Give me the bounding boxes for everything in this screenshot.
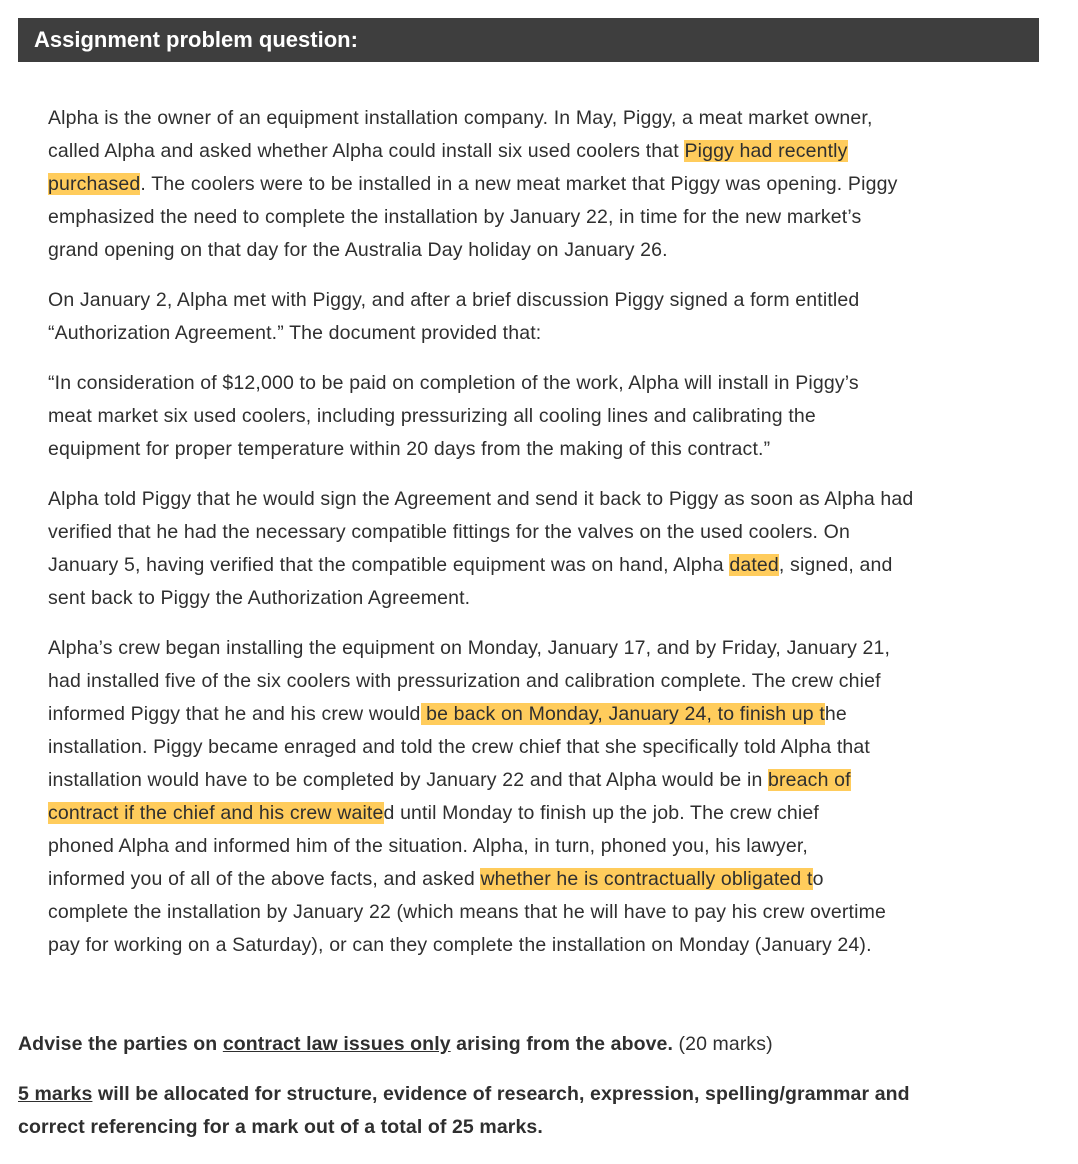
advise-text-end: arising from the above. [450, 1033, 674, 1055]
paragraph-3-quote [48, 367, 1038, 466]
problem-body [48, 102, 1038, 979]
p1-line-2: called Alpha and asked whether Alpha could install six used coolers that [48, 140, 685, 162]
advise-text-start: Advise the parties on [18, 1033, 223, 1055]
p2-line-2: “Authorization Agreement.” The document provided that: [48, 322, 542, 344]
instructions [18, 1028, 1048, 1161]
highlight-recently-purchased: Piggy had recently [684, 140, 848, 162]
p4-line-4: sent back to Piggy the Authorization Agreement. [48, 587, 471, 609]
p3-line-1: “In consideration of $12,000 to be paid on completion of the work, Alpha will install in Piggy’s [48, 372, 859, 394]
p3-line-2: meat market six used coolers, including pressurizing all cooling lines and calibrating the [48, 405, 816, 427]
highlight-back-on-monday: be back on Monday, January 24, to finish up t [420, 703, 825, 725]
p1-line-4: emphasized the need to complete the installation by January 22, in time for the new market’s [48, 206, 862, 228]
p5-line-6-end: d until Monday to finish up the job. The crew chief [383, 802, 819, 824]
p4-line-1: Alpha told Piggy that he would sign the Agreement and send it back to Piggy as soon as Alpha had [48, 488, 914, 510]
highlight-contract-if-chief: contract if the chief and his crew waite [48, 802, 384, 824]
paragraph-1 [48, 102, 1038, 267]
p5-line-9: complete the installation by January 22 (which means that he will have to pay his crew overtime [48, 901, 886, 923]
p4-line-3-end: , signed, and [778, 554, 893, 576]
marks-allocation [18, 1078, 1048, 1144]
p5-line-8-end: o [812, 868, 824, 890]
p5-line-3: informed Piggy that he and his crew would [48, 703, 421, 725]
paragraph-4 [48, 483, 1038, 615]
p5-line-8: informed you of all of the above facts, and asked [48, 868, 481, 890]
p5-line-1: Alpha’s crew began installing the equipment on Monday, January 17, and by Friday, January 21, [48, 637, 891, 659]
advise-underlined: contract law issues only [222, 1033, 451, 1055]
allocation-underlined: 5 marks [18, 1083, 93, 1105]
p5-line-2: had installed five of the six coolers with pressurization and calibration complete. The crew chief [48, 670, 881, 692]
p1-line-5: grand opening on that day for the Australia Day holiday on January 26. [48, 239, 668, 261]
allocation-line-2: correct referencing for a mark out of a total of 25 marks. [18, 1116, 543, 1138]
p2-line-1: On January 2, Alpha met with Piggy, and after a brief discussion Piggy signed a form entitled [48, 289, 860, 311]
p5-line-7: phoned Alpha and informed him of the situation. Alpha, in turn, phoned you, his lawyer, [48, 835, 808, 857]
p5-line-4: installation. Piggy became enraged and told the crew chief that she specifically told Alpha that [48, 736, 870, 758]
advise-instruction [18, 1028, 1048, 1061]
p5-line-3-end: he [824, 703, 847, 725]
assignment-header [18, 18, 1039, 62]
p4-line-2: verified that he had the necessary compatible fittings for the valves on the used coolers. On [48, 521, 850, 543]
highlight-contractually-obligated: whether he is contractually obligated t [480, 868, 813, 890]
advise-marks: (20 marks) [673, 1033, 773, 1055]
allocation-line-1: will be allocated for structure, evidence of research, expression, spelling/grammar and [92, 1083, 910, 1105]
highlight-dated: dated [729, 554, 779, 576]
p1-line-3: . The coolers were to be installed in a new meat market that Piggy was opening. Piggy [140, 173, 898, 195]
p3-line-3: equipment for proper temperature within 20 days from the making of this contract.” [48, 438, 771, 460]
paragraph-2 [48, 284, 1038, 350]
paragraph-5 [48, 632, 1038, 962]
p4-line-3: January 5, having verified that the compatible equipment was on hand, Alpha [48, 554, 730, 576]
header-title: Assignment problem question: [34, 27, 358, 52]
highlight-breach-of: breach of [768, 769, 851, 791]
p5-line-10: pay for working on a Saturday), or can they complete the installation on Monday (January 24). [48, 934, 872, 956]
highlight-purchased: purchased [48, 173, 141, 195]
p5-line-5: installation would have to be completed by January 22 and that Alpha would be in [48, 769, 769, 791]
p1-line-1: Alpha is the owner of an equipment installation company. In May, Piggy, a meat market owner, [48, 107, 873, 129]
